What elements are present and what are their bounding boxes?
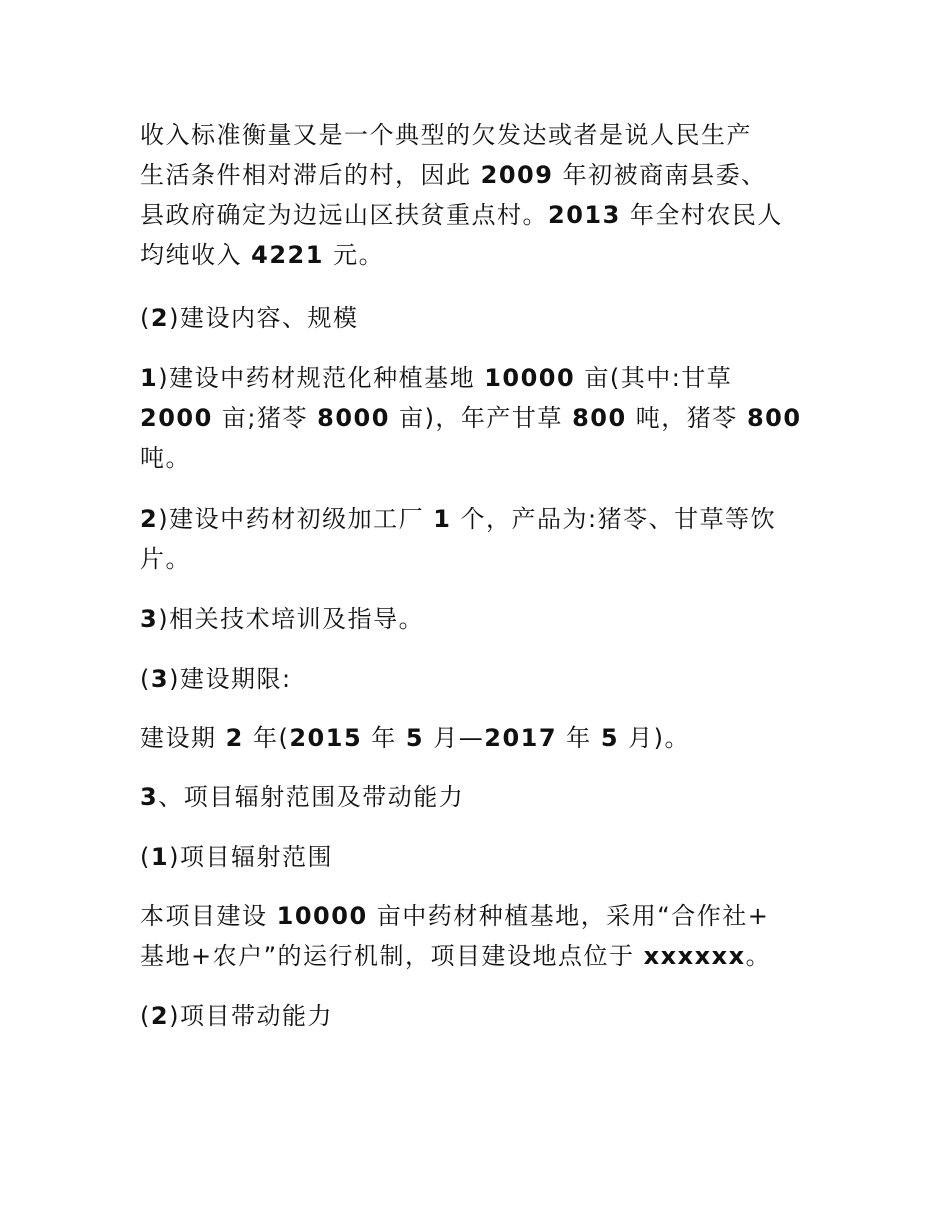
text-line: 生活条件相对滞后的村，因此 2009 年初被商南县委、 [140, 161, 767, 189]
text-line: 2)建设中药材初级加工厂 1 个，产品为:猪苓、甘草等饮 [140, 505, 777, 533]
paragraph-period [140, 718, 820, 758]
heading-driving-capacity [140, 996, 820, 1036]
text-line: (3)建设期限: [140, 665, 292, 693]
text-line: (2)建设内容、规模 [140, 304, 359, 332]
paragraph-radiation-range [140, 896, 820, 976]
text-line: 片。 [140, 545, 191, 573]
text-line: 吨。 [140, 444, 191, 472]
paragraph-item-2 [140, 499, 820, 579]
text-line: 本项目建设 10000 亩中药材种植基地，采用“合作社+ [140, 902, 770, 930]
heading-radiation-range [140, 837, 820, 877]
text-line: (1)项目辐射范围 [140, 843, 333, 871]
paragraph-item-3 [140, 599, 820, 639]
text-line: 2000 亩;猪苓 8000 亩)，年产甘草 800 吨，猪苓 800 [140, 404, 802, 432]
heading-construction-content [140, 298, 820, 338]
heading-construction-period [140, 659, 820, 699]
text-line: 3、项目辐射范围及带动能力 [140, 783, 465, 811]
paragraph-background [140, 115, 820, 275]
text-line: 县政府确定为边远山区扶贫重点村。2013 年全村农民人 [140, 201, 783, 229]
text-line: 均纯收入 4221 元。 [140, 241, 385, 269]
text-line: (2)项目带动能力 [140, 1002, 333, 1030]
text-line: 3)相关技术培训及指导。 [140, 605, 425, 633]
text-line: 1)建设中药材规范化种植基地 10000 亩(其中:甘草 [140, 364, 733, 392]
paragraph-item-1 [140, 358, 820, 478]
text-line: 建设期 2 年(2015 年 5 月—2017 年 5 月)。 [140, 724, 691, 752]
heading-section-3 [140, 777, 820, 817]
text-line: 收入标准衡量又是一个典型的欠发达或者是说人民生产 [140, 121, 752, 149]
text-line: 基地+农户”的运行机制，项目建设地点位于 xxxxxx。 [140, 942, 772, 970]
